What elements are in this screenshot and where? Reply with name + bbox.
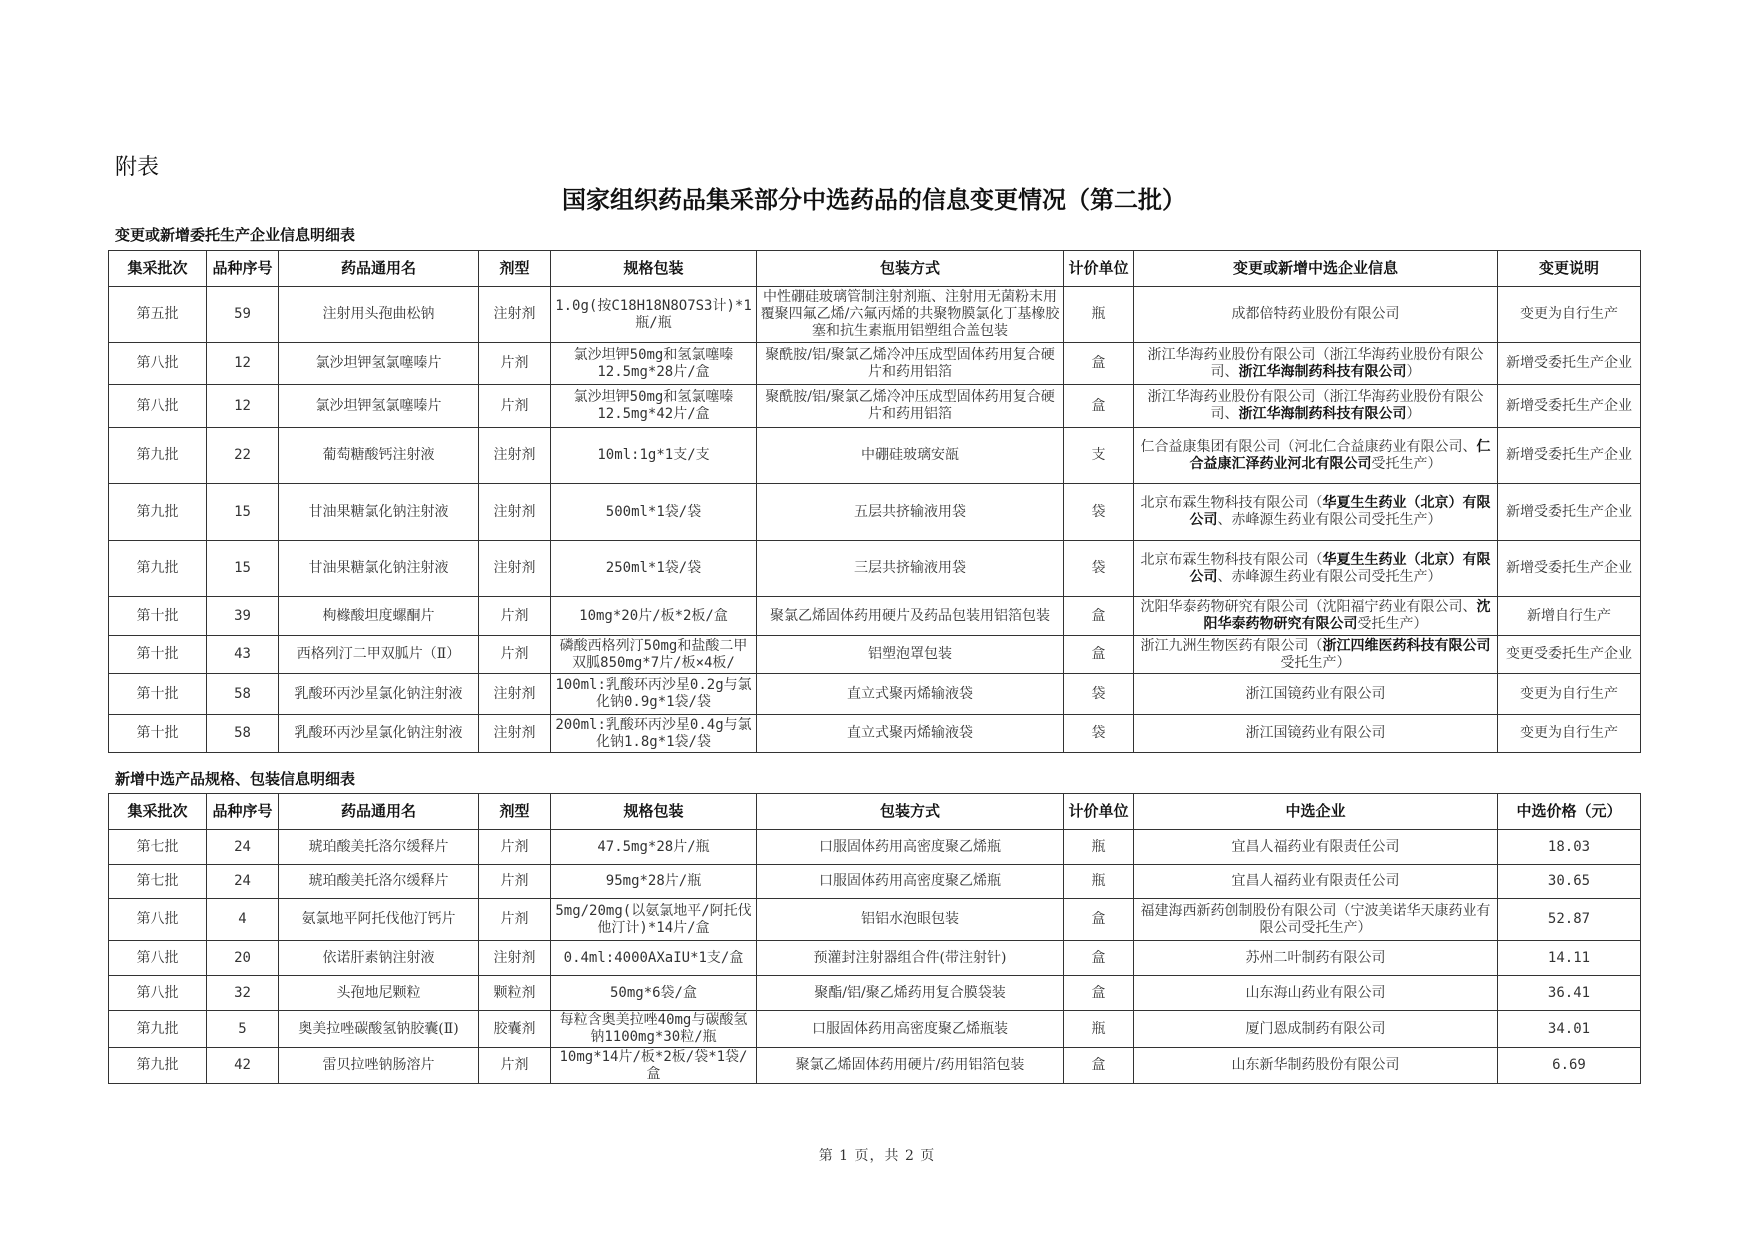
entrusted-company-name: 浙江华海制药科技有限公司 xyxy=(1238,406,1407,422)
column-header-change-note: 变更说明 xyxy=(1498,251,1641,287)
table-row xyxy=(109,597,1641,636)
cell-unit: 瓶 xyxy=(1064,287,1134,343)
company-text: 北京布霖生物科技有限公司（ xyxy=(1140,551,1323,568)
cell-unit: 袋 xyxy=(1064,541,1134,597)
cell-unit: 盒 xyxy=(1064,899,1134,941)
cell-packaging: 中硼硅玻璃安瓿 xyxy=(757,428,1064,484)
cell-company-info xyxy=(1134,541,1498,597)
cell-dosage-form: 片剂 xyxy=(479,636,551,674)
cell-batch: 第八批 xyxy=(109,976,207,1011)
cell-drug-name: 注射用头孢曲松钠 xyxy=(279,287,479,343)
table-row xyxy=(109,830,1641,865)
cell-spec: 500ml*1袋/袋 xyxy=(551,484,757,541)
cell-drug-name: 氨氯地平阿托伐他汀钙片 xyxy=(279,899,479,941)
column-header-winning-company: 中选企业 xyxy=(1134,794,1498,830)
table-row xyxy=(109,541,1641,597)
cell-winning-company: 厦门恩成制药有限公司 xyxy=(1134,1011,1498,1048)
cell-spec: 47.5mg*28片/瓶 xyxy=(551,830,757,865)
cell-spec: 氯沙坦钾50mg和氢氯噻嗪12.5mg*42片/盒 xyxy=(551,385,757,428)
company-text: ） xyxy=(1406,406,1421,422)
cell-change-note: 新增受委托生产企业 xyxy=(1498,484,1641,541)
cell-variety-no: 12 xyxy=(207,385,279,428)
column-header-packaging: 包装方式 xyxy=(757,794,1064,830)
cell-change-note: 变更为自行生产 xyxy=(1498,674,1641,715)
cell-packaging: 铝塑泡罩包装 xyxy=(757,636,1064,674)
cell-batch: 第七批 xyxy=(109,830,207,865)
cell-winning-price: 52.87 xyxy=(1498,899,1641,941)
cell-spec: 50mg*6袋/盒 xyxy=(551,976,757,1011)
cell-batch: 第十批 xyxy=(109,715,207,753)
cell-packaging: 聚酰胺/铝/聚氯乙烯冷冲压成型固体药用复合硬片和药用铝箔 xyxy=(757,385,1064,428)
cell-dosage-form: 颗粒剂 xyxy=(479,976,551,1011)
cell-batch: 第九批 xyxy=(109,428,207,484)
cell-variety-no: 32 xyxy=(207,976,279,1011)
cell-change-note: 变更受委托生产企业 xyxy=(1498,636,1641,674)
cell-spec: 每粒含奥美拉唑40mg与碳酸氢钠1100mg*30粒/瓶 xyxy=(551,1011,757,1048)
cell-variety-no: 43 xyxy=(207,636,279,674)
company-text: 浙江国镜药业有限公司 xyxy=(1245,685,1386,702)
cell-packaging: 铝铝水泡眼包装 xyxy=(757,899,1064,941)
cell-dosage-form: 片剂 xyxy=(479,1048,551,1084)
column-header-dosage-form: 剂型 xyxy=(479,251,551,287)
cell-drug-name: 西格列汀二甲双胍片（Ⅱ） xyxy=(279,636,479,674)
entrusted-company-name: 华夏生生药业（北京）有限公司 xyxy=(1189,495,1491,528)
cell-winning-price: 14.11 xyxy=(1498,941,1641,976)
cell-unit: 支 xyxy=(1064,428,1134,484)
cell-variety-no: 15 xyxy=(207,484,279,541)
column-header-variety-no: 品种序号 xyxy=(207,251,279,287)
cell-company-info xyxy=(1134,385,1498,428)
cell-winning-company: 山东新华制药股份有限公司 xyxy=(1134,1048,1498,1084)
cell-drug-name: 头孢地尼颗粒 xyxy=(279,976,479,1011)
cell-dosage-form: 片剂 xyxy=(479,385,551,428)
cell-spec: 5mg/20mg(以氨氯地平/阿托伐他汀计)*14片/盒 xyxy=(551,899,757,941)
cell-unit: 盒 xyxy=(1064,941,1134,976)
cell-spec: 1.0g(按C18H18N8O7S3计)*1瓶/瓶 xyxy=(551,287,757,343)
table-row xyxy=(109,976,1641,1011)
cell-variety-no: 4 xyxy=(207,899,279,941)
column-header-dosage-form: 剂型 xyxy=(479,794,551,830)
table-row xyxy=(109,385,1641,428)
cell-spec: 10mg*14片/板*2板/袋*1袋/盒 xyxy=(551,1048,757,1084)
table-row xyxy=(109,343,1641,385)
cell-variety-no: 59 xyxy=(207,287,279,343)
cell-packaging: 聚氯乙烯固体药用硬片/药用铝箔包装 xyxy=(757,1048,1064,1084)
cell-spec: 10ml:1g*1支/支 xyxy=(551,428,757,484)
cell-winning-company: 宜昌人福药业有限责任公司 xyxy=(1134,865,1498,899)
column-header-packaging: 包装方式 xyxy=(757,251,1064,287)
cell-packaging: 直立式聚丙烯输液袋 xyxy=(757,715,1064,753)
cell-drug-name: 氯沙坦钾氢氯噻嗪片 xyxy=(279,343,479,385)
cell-batch: 第八批 xyxy=(109,899,207,941)
cell-unit: 盒 xyxy=(1064,343,1134,385)
cell-company-info xyxy=(1134,428,1498,484)
cell-dosage-form: 片剂 xyxy=(479,865,551,899)
cell-change-note: 新增受委托生产企业 xyxy=(1498,541,1641,597)
cell-winning-price: 34.01 xyxy=(1498,1011,1641,1048)
cell-drug-name: 依诺肝素钠注射液 xyxy=(279,941,479,976)
cell-batch: 第八批 xyxy=(109,385,207,428)
cell-company-info xyxy=(1134,674,1498,715)
entrusted-company-name: 仁合益康汇泽药业河北有限公司 xyxy=(1189,438,1491,472)
column-header-winning-price: 中选价格（元） xyxy=(1498,794,1641,830)
company-text: 成都倍特药业股份有限公司 xyxy=(1231,306,1400,322)
cell-batch: 第十批 xyxy=(109,597,207,636)
cell-company-info xyxy=(1134,636,1498,674)
cell-change-note: 新增自行生产 xyxy=(1498,597,1641,636)
column-header-drug-name: 药品通用名 xyxy=(279,794,479,830)
cell-packaging: 聚氯乙烯固体药用硬片及药品包装用铝箔包装 xyxy=(757,597,1064,636)
company-text: 浙江华海药业股份有限公司（浙江华海药业股份有限公司、 xyxy=(1147,389,1484,422)
cell-drug-name: 氯沙坦钾氢氯噻嗪片 xyxy=(279,385,479,428)
cell-unit: 瓶 xyxy=(1064,1011,1134,1048)
company-text: 受托生产） xyxy=(1371,455,1442,472)
cell-drug-name: 甘油果糖氯化钠注射液 xyxy=(279,484,479,541)
cell-unit: 袋 xyxy=(1064,484,1134,541)
new-specs-table xyxy=(108,793,1641,1084)
page-title: 国家组织药品集采部分中选药品的信息变更情况（第二批） xyxy=(562,186,1186,214)
cell-variety-no: 58 xyxy=(207,715,279,753)
column-header-spec: 规格包装 xyxy=(551,794,757,830)
entrusted-production-table xyxy=(108,250,1641,753)
cell-packaging: 三层共挤输液用袋 xyxy=(757,541,1064,597)
cell-batch: 第十批 xyxy=(109,674,207,715)
cell-dosage-form: 注射剂 xyxy=(479,484,551,541)
cell-dosage-form: 注射剂 xyxy=(479,715,551,753)
company-text: 浙江国镜药业有限公司 xyxy=(1245,725,1386,741)
table-row xyxy=(109,941,1641,976)
company-text: 浙江华海药业股份有限公司（浙江华海药业股份有限公司、 xyxy=(1147,346,1484,380)
cell-packaging: 聚酰胺/铝/聚氯乙烯冷冲压成型固体药用复合硬片和药用铝箔 xyxy=(757,343,1064,385)
cell-unit: 盒 xyxy=(1064,385,1134,428)
cell-batch: 第九批 xyxy=(109,1048,207,1084)
cell-drug-name: 奥美拉唑碳酸氢钠胶囊(Ⅱ) xyxy=(279,1011,479,1048)
column-header-batch: 集采批次 xyxy=(109,794,207,830)
company-text: 仁合益康集团有限公司（河北仁合益康药业有限公司、 xyxy=(1140,438,1477,455)
cell-batch: 第九批 xyxy=(109,541,207,597)
cell-drug-name: 乳酸环丙沙星氯化钠注射液 xyxy=(279,715,479,753)
cell-variety-no: 24 xyxy=(207,830,279,865)
table-row xyxy=(109,287,1641,343)
column-header-unit: 计价单位 xyxy=(1064,794,1134,830)
cell-batch: 第九批 xyxy=(109,484,207,541)
cell-drug-name: 乳酸环丙沙星氯化钠注射液 xyxy=(279,674,479,715)
column-header-spec: 规格包装 xyxy=(551,251,757,287)
cell-drug-name: 葡萄糖酸钙注射液 xyxy=(279,428,479,484)
cell-variety-no: 39 xyxy=(207,597,279,636)
cell-company-info xyxy=(1134,343,1498,385)
cell-change-note: 变更为自行生产 xyxy=(1498,715,1641,753)
column-header-batch: 集采批次 xyxy=(109,251,207,287)
cell-batch: 第八批 xyxy=(109,941,207,976)
cell-variety-no: 58 xyxy=(207,674,279,715)
cell-unit: 盒 xyxy=(1064,976,1134,1011)
company-text: 受托生产） xyxy=(1357,616,1428,632)
cell-packaging: 口服固体药用高密度聚乙烯瓶 xyxy=(757,865,1064,899)
cell-spec: 磷酸西格列汀50mg和盐酸二甲双胍850mg*7片/板×4板/ xyxy=(551,636,757,674)
table-row xyxy=(109,899,1641,941)
cell-spec: 200ml:乳酸环丙沙星0.4g与氯化钠1.8g*1袋/袋 xyxy=(551,715,757,753)
cell-change-note: 变更为自行生产 xyxy=(1498,287,1641,343)
cell-variety-no: 15 xyxy=(207,541,279,597)
entrusted-company-name: 沈阳华泰药物研究有限公司 xyxy=(1203,599,1491,632)
cell-dosage-form: 片剂 xyxy=(479,597,551,636)
cell-company-info xyxy=(1134,484,1498,541)
table-row xyxy=(109,1011,1641,1048)
entrusted-company-name: 浙江华海制药科技有限公司 xyxy=(1238,363,1407,380)
cell-variety-no: 24 xyxy=(207,865,279,899)
company-text: 、赤峰源生药业有限公司受托生产） xyxy=(1217,568,1442,585)
cell-unit: 盒 xyxy=(1064,636,1134,674)
cell-spec: 10mg*20片/板*2板/盒 xyxy=(551,597,757,636)
cell-drug-name: 甘油果糖氯化钠注射液 xyxy=(279,541,479,597)
cell-unit: 袋 xyxy=(1064,715,1134,753)
table-row xyxy=(109,674,1641,715)
cell-spec: 0.4ml:4000AXaIU*1支/盒 xyxy=(551,941,757,976)
cell-winning-price: 6.69 xyxy=(1498,1048,1641,1084)
cell-winning-company: 宜昌人福药业有限责任公司 xyxy=(1134,830,1498,865)
cell-winning-price: 30.65 xyxy=(1498,865,1641,899)
cell-change-note: 新增受委托生产企业 xyxy=(1498,428,1641,484)
table-row xyxy=(109,1048,1641,1084)
cell-dosage-form: 注射剂 xyxy=(479,287,551,343)
column-header-company-info: 变更或新增中选企业信息 xyxy=(1134,251,1498,287)
company-text: 北京布霖生物科技有限公司（ xyxy=(1140,495,1323,511)
table-row xyxy=(109,636,1641,674)
cell-dosage-form: 胶囊剂 xyxy=(479,1011,551,1048)
cell-dosage-form: 片剂 xyxy=(479,899,551,941)
cell-drug-name: 琥珀酸美托洛尔缓释片 xyxy=(279,830,479,865)
column-header-variety-no: 品种序号 xyxy=(207,794,279,830)
cell-packaging: 五层共挤输液用袋 xyxy=(757,484,1064,541)
page-indicator: 第 1 页，共 2 页 xyxy=(818,1148,936,1164)
company-text: 受托生产） xyxy=(1280,654,1351,671)
cell-dosage-form: 注射剂 xyxy=(479,541,551,597)
cell-dosage-form: 片剂 xyxy=(479,830,551,865)
cell-company-info xyxy=(1134,715,1498,753)
cell-winning-price: 18.03 xyxy=(1498,830,1641,865)
cell-batch: 第五批 xyxy=(109,287,207,343)
cell-winning-company: 山东海山药业有限公司 xyxy=(1134,976,1498,1011)
company-text: 、赤峰源生药业有限公司受托生产） xyxy=(1217,512,1442,528)
cell-spec: 氯沙坦钾50mg和氢氯噻嗪12.5mg*28片/盒 xyxy=(551,343,757,385)
cell-dosage-form: 注射剂 xyxy=(479,674,551,715)
cell-winning-company: 苏州二叶制药有限公司 xyxy=(1134,941,1498,976)
cell-variety-no: 12 xyxy=(207,343,279,385)
entrusted-company-name: 华夏生生药业（北京）有限公司 xyxy=(1189,551,1491,585)
company-text: ） xyxy=(1406,363,1421,380)
cell-unit: 袋 xyxy=(1064,674,1134,715)
cell-packaging: 中性硼硅玻璃管制注射剂瓶、注射用无菌粉末用覆聚四氟乙烯/六氟丙烯的共聚物膜氯化丁基橡胶塞和抗生素瓶用铝塑组合盖包装 xyxy=(757,287,1064,343)
table-header-row xyxy=(109,794,1641,830)
cell-dosage-form: 注射剂 xyxy=(479,428,551,484)
cell-drug-name: 枸橼酸坦度螺酮片 xyxy=(279,597,479,636)
cell-dosage-form: 注射剂 xyxy=(479,941,551,976)
table-row xyxy=(109,428,1641,484)
cell-dosage-form: 片剂 xyxy=(479,343,551,385)
cell-variety-no: 5 xyxy=(207,1011,279,1048)
cell-company-info xyxy=(1134,597,1498,636)
cell-batch: 第十批 xyxy=(109,636,207,674)
cell-spec: 250ml*1袋/袋 xyxy=(551,541,757,597)
cell-variety-no: 42 xyxy=(207,1048,279,1084)
cell-winning-company: 福建海西新药创制股份有限公司（宁波美诺华天康药业有限公司受托生产） xyxy=(1134,899,1498,941)
cell-spec: 95mg*28片/瓶 xyxy=(551,865,757,899)
attachment-label: 附表 xyxy=(115,155,160,180)
section-title-new-specs: 新增中选产品规格、包装信息明细表 xyxy=(115,770,356,788)
table-header-row xyxy=(109,251,1641,287)
table-row xyxy=(109,715,1641,753)
cell-packaging: 聚酯/铝/聚乙烯药用复合膜袋装 xyxy=(757,976,1064,1011)
cell-variety-no: 22 xyxy=(207,428,279,484)
cell-company-info xyxy=(1134,287,1498,343)
cell-unit: 盒 xyxy=(1064,597,1134,636)
cell-unit: 瓶 xyxy=(1064,865,1134,899)
cell-packaging: 预灌封注射器组合件(带注射针) xyxy=(757,941,1064,976)
cell-variety-no: 20 xyxy=(207,941,279,976)
table-row xyxy=(109,865,1641,899)
table-row xyxy=(109,484,1641,541)
cell-unit: 盒 xyxy=(1064,1048,1134,1084)
company-text: 浙江九洲生物医药有限公司（ xyxy=(1140,637,1323,654)
cell-drug-name: 雷贝拉唑钠肠溶片 xyxy=(279,1048,479,1084)
cell-spec: 100ml:乳酸环丙沙星0.2g与氯化钠0.9g*1袋/袋 xyxy=(551,674,757,715)
cell-drug-name: 琥珀酸美托洛尔缓释片 xyxy=(279,865,479,899)
cell-packaging: 口服固体药用高密度聚乙烯瓶装 xyxy=(757,1011,1064,1048)
cell-packaging: 直立式聚丙烯输液袋 xyxy=(757,674,1064,715)
cell-change-note: 新增受委托生产企业 xyxy=(1498,385,1641,428)
section-title-entrusted-production: 变更或新增委托生产企业信息明细表 xyxy=(115,226,356,244)
company-text: 沈阳华泰药物研究有限公司（沈阳福宁药业有限公司、 xyxy=(1140,599,1477,615)
entrusted-company-name: 浙江四维医药科技有限公司 xyxy=(1322,637,1491,654)
cell-batch: 第七批 xyxy=(109,865,207,899)
cell-change-note: 新增受委托生产企业 xyxy=(1498,343,1641,385)
cell-batch: 第八批 xyxy=(109,343,207,385)
column-header-drug-name: 药品通用名 xyxy=(279,251,479,287)
column-header-unit: 计价单位 xyxy=(1064,251,1134,287)
cell-winning-price: 36.41 xyxy=(1498,976,1641,1011)
cell-packaging: 口服固体药用高密度聚乙烯瓶 xyxy=(757,830,1064,865)
cell-batch: 第九批 xyxy=(109,1011,207,1048)
cell-unit: 瓶 xyxy=(1064,830,1134,865)
